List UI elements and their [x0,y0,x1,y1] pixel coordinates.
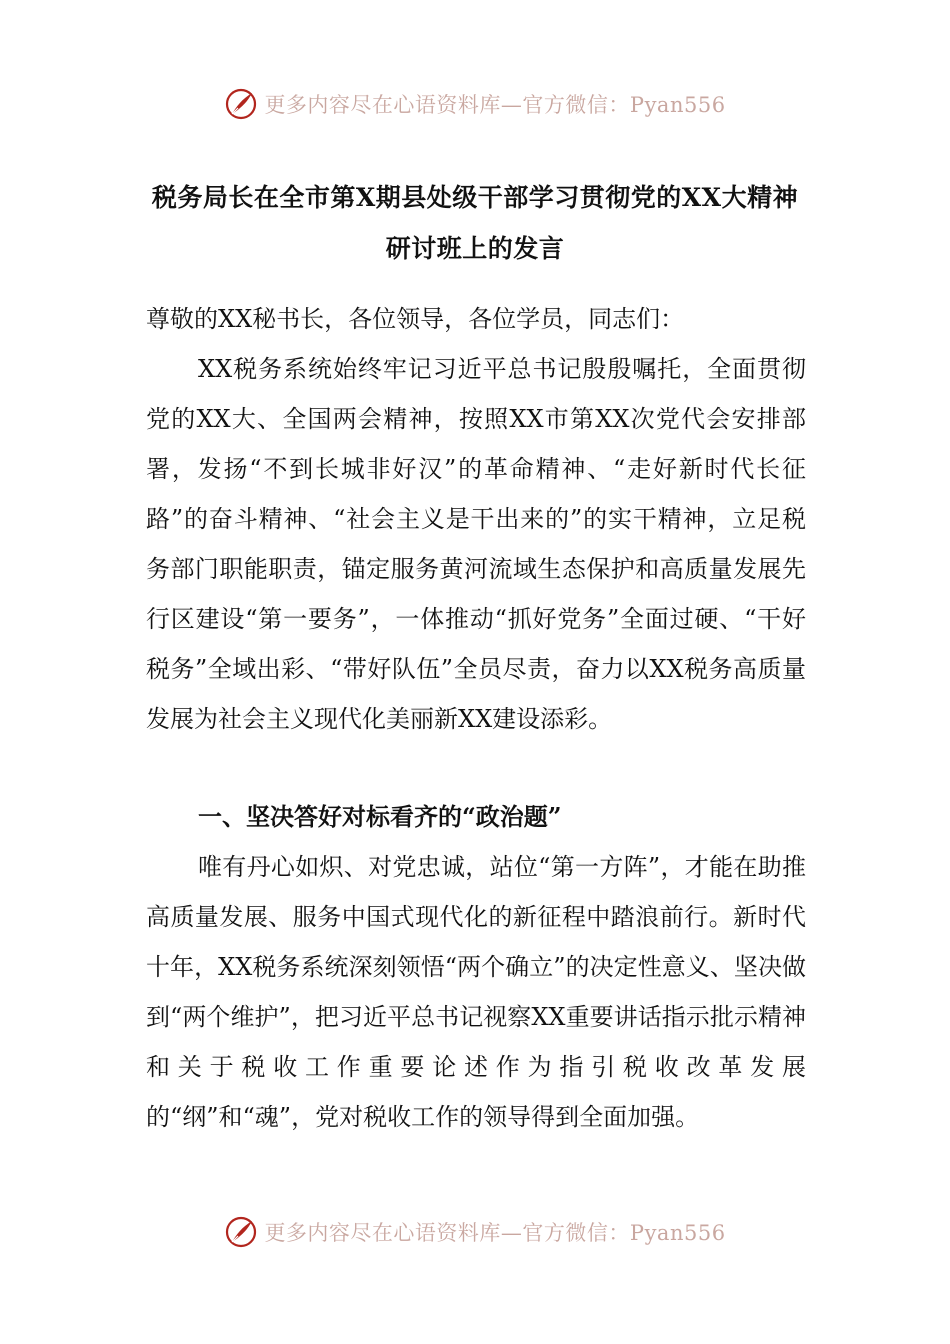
paragraph-2: 唯有丹心如炽、对党忠诚，站位“第一方阵”，才能在助推高质量发展、服务中国式现代化的新征程中踏浪前行。新时代十年，XX税务系统深刻领悟“两个确立”的决定性意义、坚决做到“两个维护”，把习近平总书记视察XX重要讲话指示批示精神和关于税收工作重要论述作为指引税收改革发展的“纲”和“魂”，党对税收工作的领导得到全面加强。 [146,853,806,1131]
section-heading-1: 一、坚决答好对标看齐的“政治题” [198,802,562,831]
quill-logo-icon [224,1215,258,1249]
document-title-line1: 税务局长在全市第X期县处级干部学习贯彻党的XX大精神 [151,183,799,212]
paragraph-1: XX税务系统始终牢记习近平总书记殷殷嘱托，全面贯彻党的XX大、全国两会精神，按照XX市第XX次党代会安排部署，发扬“不到长城非好汉”的革命精神、“走好新时代长征路”的奋斗精神、“社会主义是干出来的”的实干精神，立足税务部门职能职责，锚定服务黄河流域生态保护和高质量发展先行区建设“第一要务”，一体推动“抓好党务”全面过硬、“干好税务”全域出彩、“带好队伍”全员尽责，奋力以XX税务高质量发展为社会主义现代化美丽新XX建设添彩。 [146,355,806,733]
quill-logo-icon [224,87,258,121]
watermark-text: 更多内容尽在心语资料库—官方微信：Pyan556 [264,1221,726,1245]
watermark-banner-top [0,84,950,124]
watermark-banner-bottom [0,1212,950,1252]
salutation: 尊敬的XX秘书长，各位领导，各位学员，同志们： [146,305,685,333]
document-title-line2: 研讨班上的发言 [385,234,565,263]
watermark-text: 更多内容尽在心语资料库—官方微信：Pyan556 [264,93,726,117]
